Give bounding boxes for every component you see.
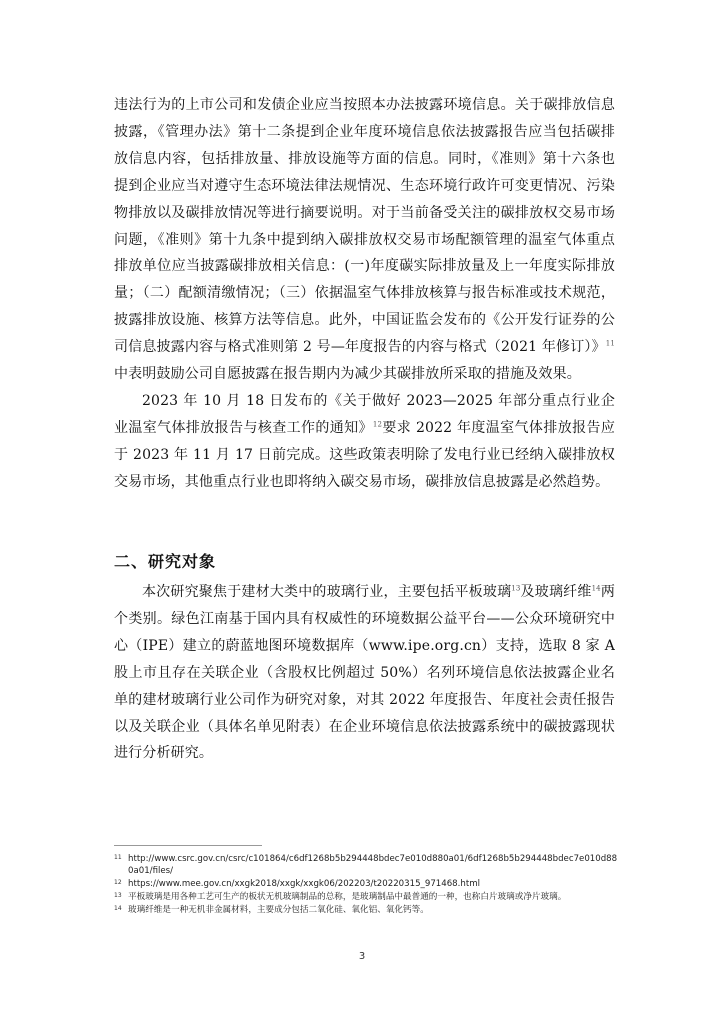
footnote-link[interactable]: http://www.csrc.gov.cn/csrc/c101864/c6df1268b5b294448bdec7e010d880a01/6df1268b5b294448bdec7e010d880a01/files/ [128, 854, 618, 877]
paragraph-text: 两个类别。绿色江南基于国内具有权威性的环境数据公益平台——公众环境研究中心（IPE）建立的蔚蓝地图环境数据库（www.ipe.org.cn）支持，选取 8 家 A 股上市且存在关联企业（含股权比例超过 50%）名列环境信息依法披露企业名单的建材玻璃行业公司作为研究对象，对其 2022 年度报告、年度社会责任报告以及关联企业（具体名单见附表）在企业环境信息依法披露系统中的碳披露现状进行分析研究。 [114, 584, 616, 762]
footnote-ref-14: 14 [591, 584, 601, 593]
section-heading: 二、研究对象 [114, 552, 217, 571]
footnote-number: 14 [114, 904, 122, 912]
footnote-number: 11 [114, 854, 122, 861]
paragraph-research-subject [114, 579, 615, 767]
footnotes [114, 853, 618, 916]
footnote-ref-13: 13 [511, 584, 521, 593]
footnote-number: 13 [114, 891, 122, 899]
footnote-text: 平板玻璃是用各种工艺可生产的板状无机玻璃制品的总称，是玻璃制品中最普通的一种，也称白片玻璃或净片玻璃。 [128, 891, 567, 902]
paragraph-text: 2023 年 10 月 18 日发布的《关于做好 2023—2025 年部分重点行业企业温室气体排放报告与核查工作的通知》 [114, 392, 615, 436]
page-number: 3 [358, 951, 366, 962]
footnote-ref-11: 11 [605, 339, 615, 348]
footnote-11 [114, 853, 618, 878]
paragraph-text: 要求 2022 年度温室气体排放报告应于 2023 年 11 月 17 日前完成。这些政策表明除了发电行业已经纳入碳排放权交易市场，其他重点行业也即将纳入碳交易市场，碳排放信息披露是必然趋势。 [114, 419, 615, 490]
paragraph-text: 本次研究聚焦于建材大类中的玻璃行业，主要包括平板玻璃 [142, 584, 512, 600]
footnote-14 [114, 904, 618, 916]
body-text-block [114, 92, 615, 496]
footnote-number: 12 [114, 879, 122, 887]
footnote-text: 玻璃纤维是一种无机非金属材料，主要成分包括二氧化硅、氧化铝、氧化钙等。 [128, 904, 429, 915]
footnote-separator [114, 845, 262, 846]
footnote-13 [114, 891, 618, 903]
footnote-ref-12: 12 [372, 420, 383, 429]
paragraph-2023-notice [114, 388, 615, 496]
paragraph-disclosure-rules [114, 92, 615, 388]
paragraph-text: 违法行为的上市公司和发债企业应当按照本办法披露环境信息。关于碳排放信息披露，《管理办法》第十二条提到企业年度环境信息依法披露报告应当包括碳排放信息内容，包括排放量、排放设施等方面的信息。同时，《准则》第十六条也提到企业应当对遵守生态环境法律法规情况、生态环境行政许可变更情况、污染物排放以及碳排放情况等进行摘要说明。对于当前备受关注的碳排放权交易市场问题，《准则》第十九条中提到纳入碳排放权交易市场配额管理的温室气体重点排放单位应当披露碳排放相关信息：(一)年度碳实际排放量及上一年度实际排放量；（二）配额清缴情况；（三）依据温室气体排放核算与报告标准或技术规范，披露排放设施、核算方法等信息。此外，中国证监会发布的《公开发行证券的公司信息披露内容与格式准则第 2 号—年度报告的内容与格式（2021 年修订）》 [114, 97, 615, 356]
paragraph-text: 中表明鼓励公司自愿披露在报告期内为减少其碳排放所采取的措施及效果。 [114, 366, 581, 383]
paragraph-text: 及玻璃纤维 [520, 584, 592, 600]
section-body [114, 579, 615, 767]
footnote-link[interactable]: https://www.mee.gov.cn/xxgk2018/xxgk/xxgk06/202203/t20220315_971468.html [128, 879, 480, 890]
footnote-12 [114, 878, 618, 890]
